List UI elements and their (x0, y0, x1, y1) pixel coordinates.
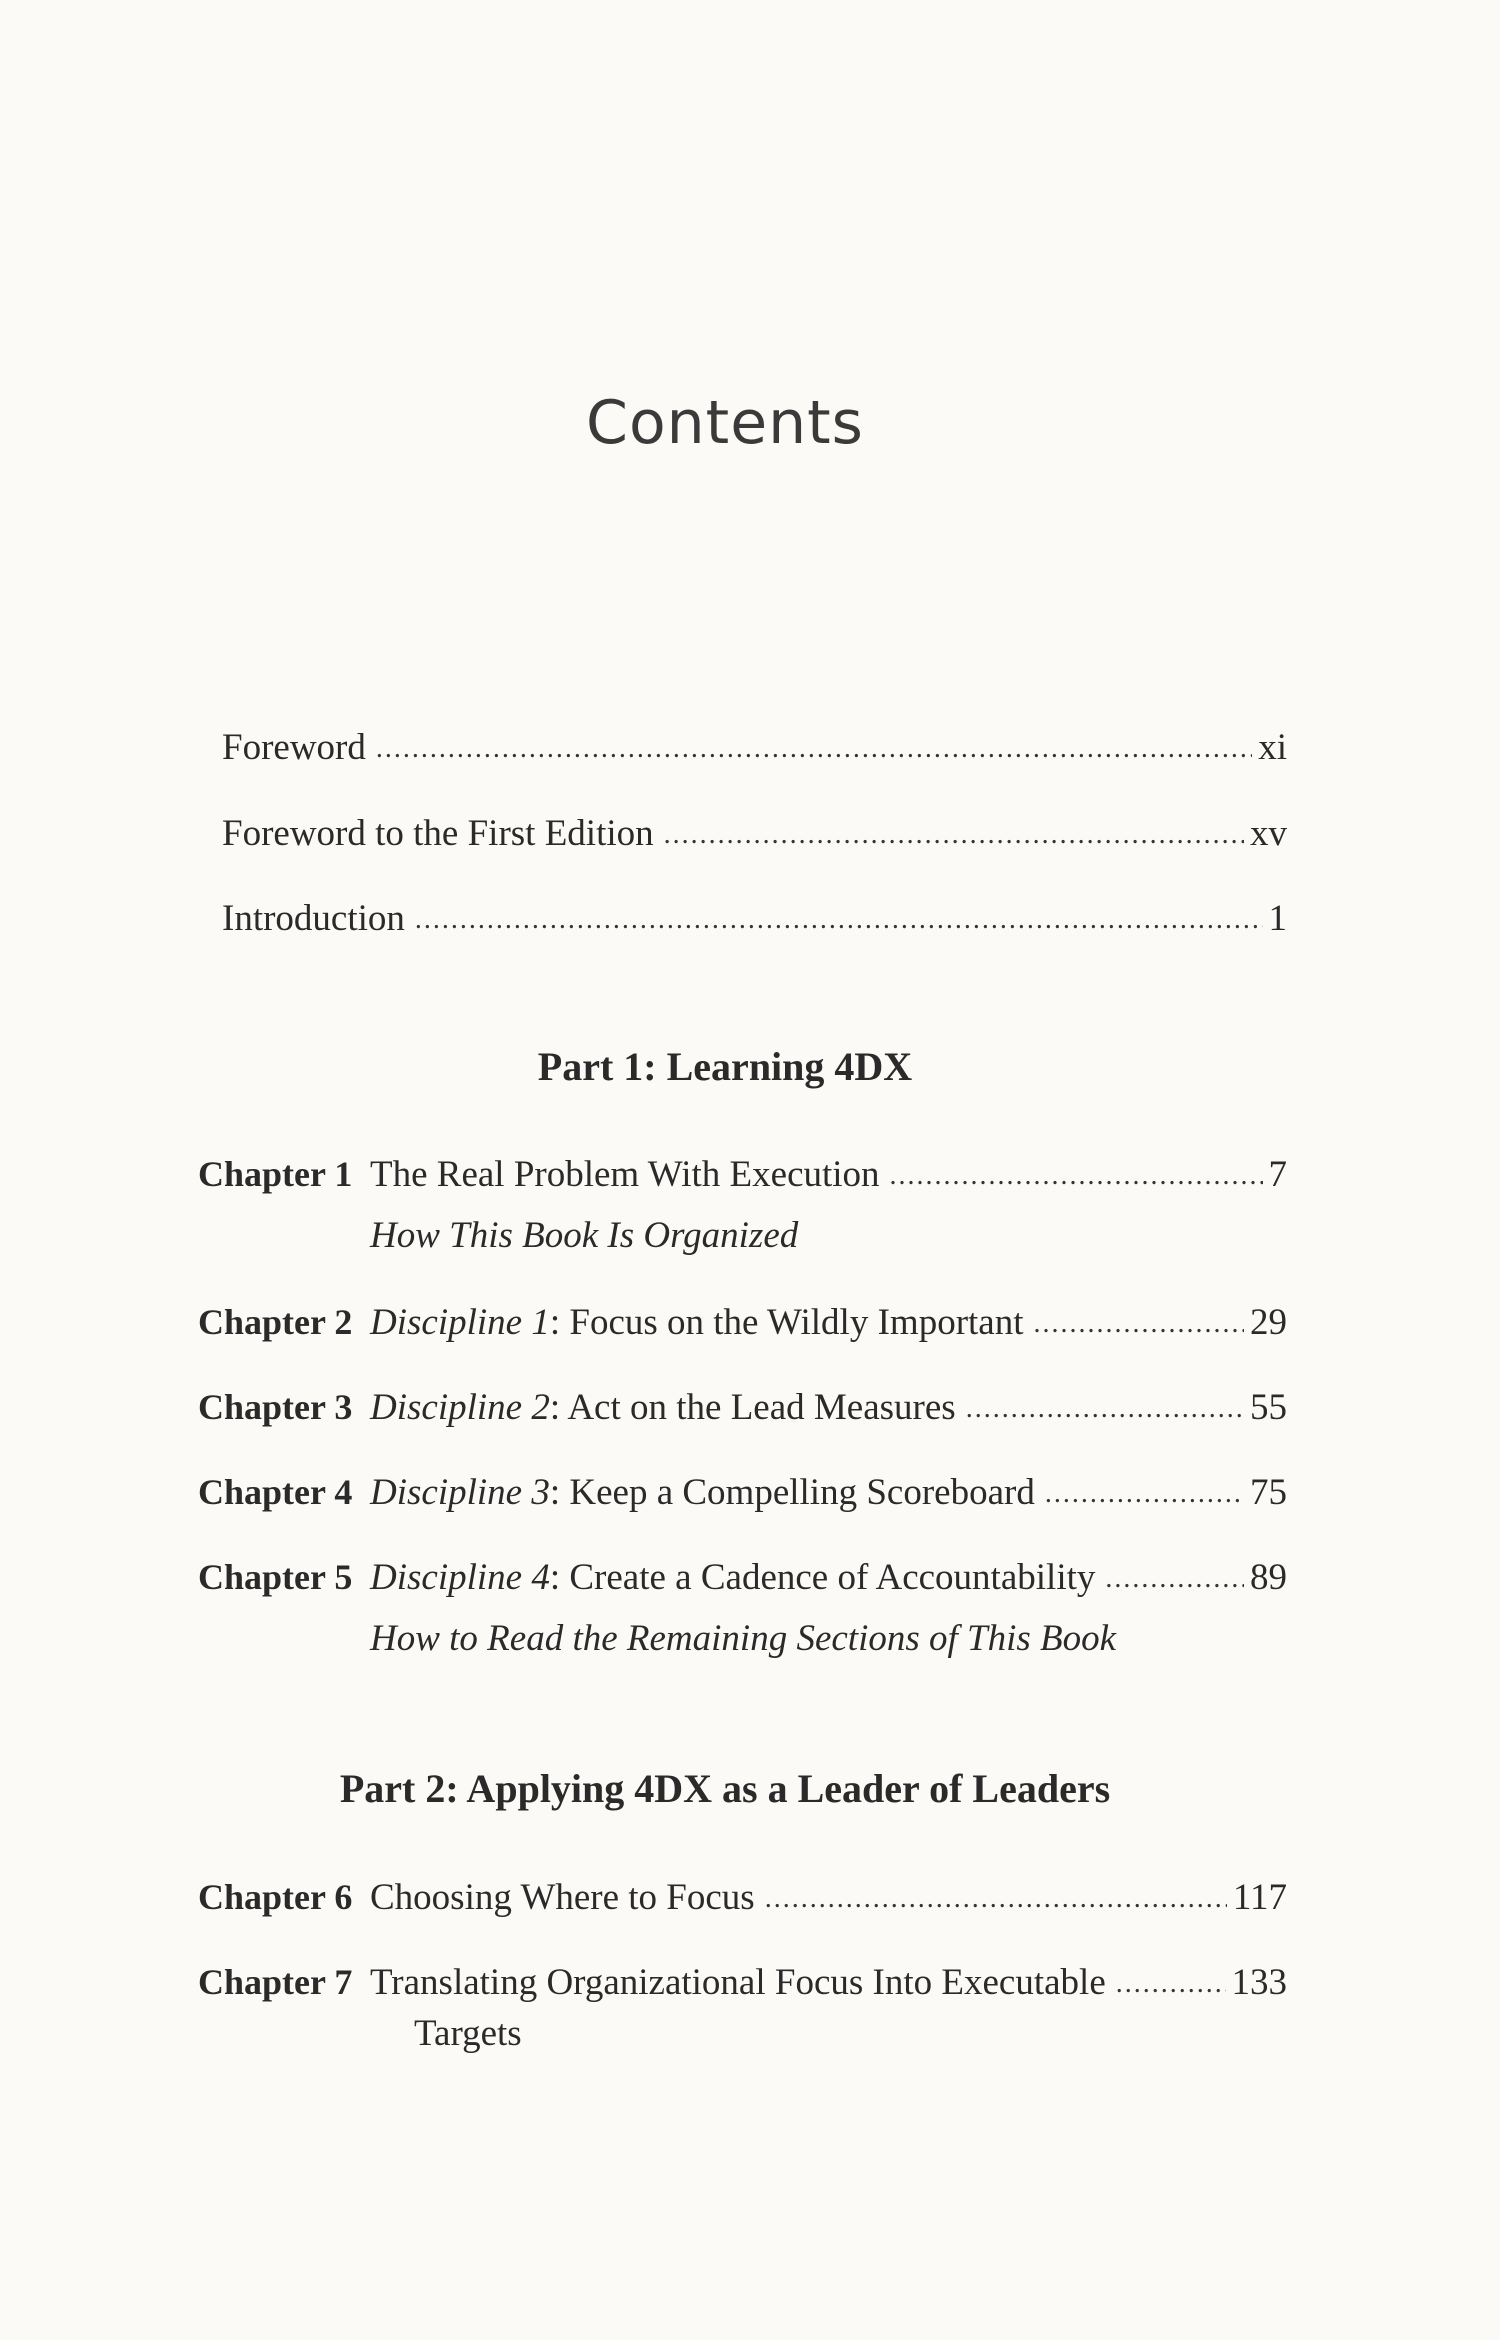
entry-title-text: The Real Problem With Execution (370, 1154, 880, 1195)
toc-entry-chapter-7[interactable] (198, 1960, 1287, 2008)
entry-title (370, 1301, 1024, 1345)
chapter-label: Chapter 5 (198, 1557, 353, 1597)
entry-page: 55 (1250, 1387, 1287, 1428)
entry-title-text: : Keep a Compelling Scoreboard (549, 1472, 1035, 1513)
chapter-label: Chapter 2 (198, 1302, 353, 1342)
entry-title: Foreword (222, 727, 366, 768)
entry-title-text: Translating Organizational Focus Into Executable (370, 1962, 1106, 2003)
entry-page: 29 (1250, 1302, 1287, 1343)
toc-entry-chapter-4[interactable] (198, 1470, 1287, 1518)
entry-title-text: : Create a Cadence of Accountability (549, 1557, 1096, 1598)
entry-page: 75 (1250, 1472, 1287, 1513)
entry-page: 89 (1250, 1557, 1287, 1598)
toc-entry-foreword[interactable] (222, 726, 1287, 773)
entry-title: Introduction (222, 898, 405, 939)
dot-leader (1045, 1472, 1244, 1516)
entry-subtitle: How This Book Is Organized (370, 1215, 799, 1256)
toc-entry-chapter-2[interactable] (198, 1300, 1287, 1348)
part-heading: Part 1: Learning 4DX (537, 1044, 913, 1089)
entry-title (370, 1961, 1106, 2005)
part-heading: Part 2: Applying 4DX as a Leader of Leaders (339, 1766, 1111, 1811)
entry-title (370, 1471, 1035, 1515)
entry-title-italic: Discipline 1 (370, 1302, 550, 1343)
toc-entry-foreword-first-edition[interactable] (222, 812, 1287, 859)
entry-title (370, 1153, 880, 1197)
dot-leader (765, 1877, 1227, 1921)
toc-entry-chapter-5[interactable] (198, 1555, 1287, 1603)
entry-page: 1 (1268, 898, 1287, 939)
entry-title-text: : Focus on the Wildly Important (549, 1302, 1024, 1343)
dot-leader (890, 1154, 1263, 1198)
dot-leader (1034, 1302, 1245, 1346)
chapter-label: Chapter 4 (198, 1472, 353, 1512)
chapter-label: Chapter 1 (198, 1154, 353, 1194)
dot-leader (966, 1387, 1244, 1431)
dot-leader (664, 813, 1244, 857)
entry-page: xv (1250, 813, 1287, 854)
entry-title-italic: Discipline 2 (370, 1387, 550, 1428)
toc-entry-chapter-3[interactable] (198, 1385, 1287, 1433)
chapter-label: Chapter 7 (198, 1962, 353, 2002)
chapter-label: Chapter 3 (198, 1387, 353, 1427)
toc-entry-chapter-1[interactable] (198, 1152, 1287, 1200)
dot-leader (376, 727, 1252, 771)
dot-leader (1105, 1557, 1244, 1601)
page-title: Contents (586, 388, 864, 458)
entry-title-continuation: Targets (414, 2013, 522, 2054)
toc-entry-chapter-6[interactable] (198, 1875, 1287, 1923)
entry-subtitle: How to Read the Remaining Sections of This Book (370, 1618, 1117, 1659)
entry-page: 7 (1268, 1154, 1287, 1195)
dot-leader (415, 898, 1263, 942)
entry-title-text: : Act on the Lead Measures (549, 1387, 956, 1428)
entry-title-italic: Discipline 3 (370, 1472, 550, 1513)
entry-title (370, 1386, 956, 1430)
entry-title: Foreword to the First Edition (222, 813, 654, 854)
dot-leader (1116, 1962, 1226, 2006)
entry-page: xi (1258, 727, 1287, 768)
entry-page: 117 (1232, 1877, 1287, 1918)
chapter-label: Chapter 6 (198, 1877, 353, 1917)
toc-entry-introduction[interactable] (222, 897, 1287, 944)
entry-title (370, 1876, 755, 1920)
entry-title-italic: Discipline 4 (370, 1557, 550, 1598)
entry-title (370, 1556, 1095, 1600)
entry-page: 133 (1231, 1962, 1287, 2003)
entry-title-text: Choosing Where to Focus (370, 1877, 755, 1918)
